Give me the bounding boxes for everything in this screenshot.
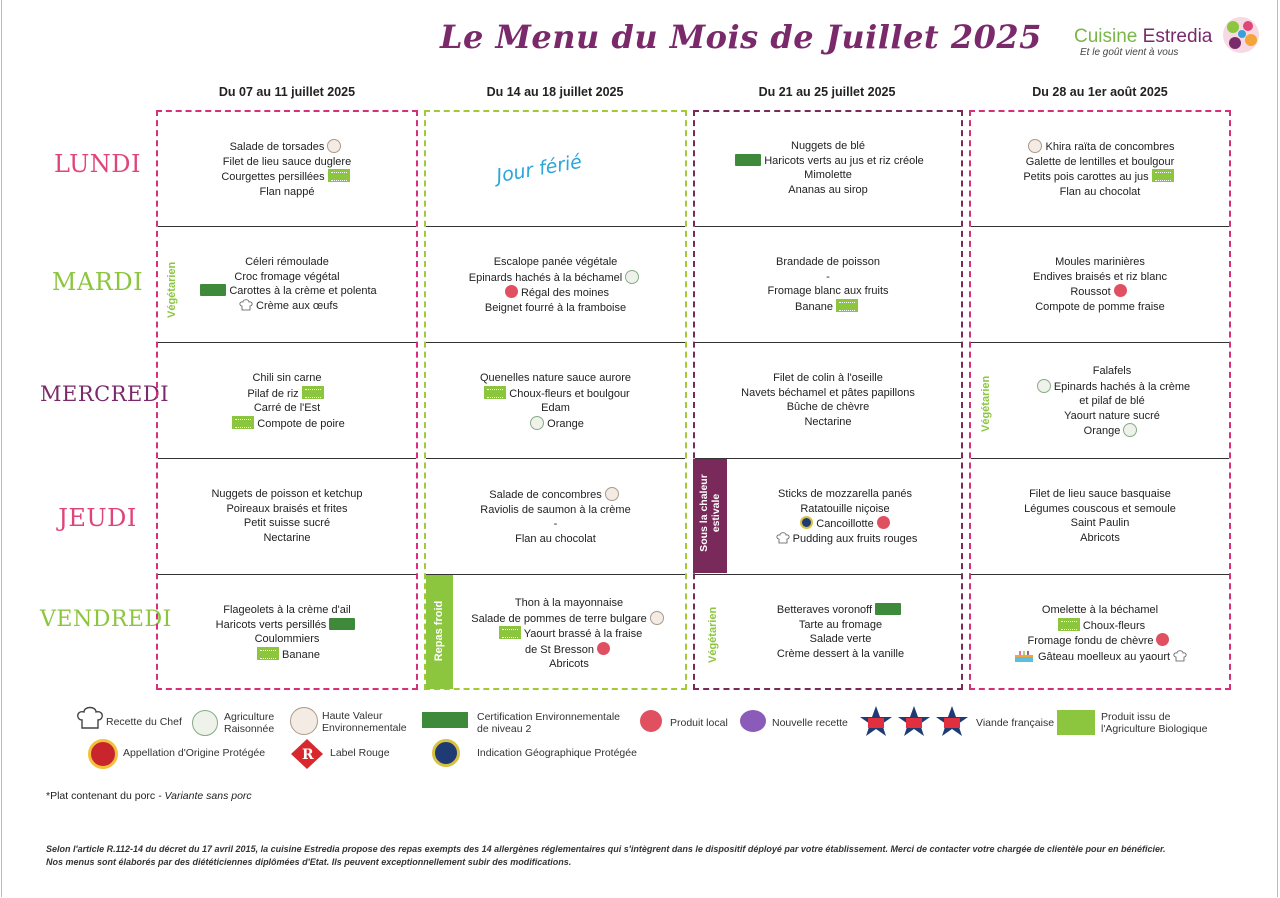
dish: Régal des moines [426,285,685,301]
dish: Poireaux braisés et frites [226,502,348,515]
certification-icon [875,603,901,615]
legend-produit-local: Produit local [670,717,728,729]
dish: Saint Paulin [1070,517,1130,530]
certification-icon [329,618,355,630]
dish: Gâteau moelleux au yaourt [971,649,1229,665]
dish: Fromage fondu de chèvre [971,633,1229,649]
legend-aop: Appellation d'Origine Protégée [123,747,266,759]
dish: Céleri rémoulade [245,256,329,268]
dish: Abricots [1080,531,1120,544]
menu-cell-w3-vendredi [720,603,961,661]
dish: Epinards hachés à la crème [995,379,1229,395]
menu-cell-w4-lundi [971,139,1229,199]
repas-froid-label: Repas froid [433,600,445,662]
label-rouge-icon [289,738,325,770]
dish: Crème dessert à la vanille [776,647,905,660]
dish: de St Bresson [455,642,683,658]
row-separator [426,226,685,227]
dish: Moules marinières [1055,256,1145,268]
logo-brand-part2: Estredia [1142,26,1213,47]
menu-cell-w1-mardi [158,255,416,313]
dish: Croc fromage végétal [234,270,340,283]
row-separator [158,458,416,459]
day-label-vendredi: VENDREDI [40,607,172,632]
dish: Orange [426,416,685,432]
dish: Filet de colin à l'oseille [773,372,883,384]
dish: Petits pois carottes au jus [971,169,1229,185]
legend-igp: Indication Géographique Protégée [477,747,637,759]
allergen-notice [46,843,1231,868]
nouvelle-recette-icon [1123,423,1137,437]
dish: Raviolis de saumon à la crème [480,503,631,516]
dish: - [553,518,558,531]
dish: Crème aux œufs [158,299,416,314]
agriculture-raisonnee-icon [192,710,218,736]
dish: Orange [995,423,1229,439]
menu-cell-w2-vendredi [455,596,683,672]
legend-bio: Produit issu de l'Agriculture Biologique [1101,711,1208,735]
produit-local-icon [1114,284,1127,297]
dish: Falafels [1092,365,1132,377]
dish: et pilaf de blé [1079,395,1145,408]
dish: Coulommiers [254,633,320,646]
row-separator [971,342,1229,343]
dish: Escalope panée végétale [493,256,618,268]
chef-hat-icon [776,532,790,544]
row-separator [158,226,416,227]
dish: Edam [541,402,570,415]
produit-local-icon [640,710,662,732]
dish: Salade de torsades [158,139,416,155]
bio-icon [257,647,279,660]
menu-cell-w3-lundi [695,139,961,197]
hve-icon [1028,139,1042,153]
dish: - [826,270,830,283]
legend-certification: Certification Environnementale de niveau 2 [477,711,620,735]
dish: Ratatouille niçoise [800,502,890,515]
dish: Omelette à la béchamel [1041,604,1159,616]
row-separator [695,226,961,227]
dish: Betteraves voronoff [720,603,961,618]
allergen-notice-text: Selon l'article R.112-14 du décret du 17 avril 2015, la cuisine Estredia propose des repas exempts des 14 allergènes réglementaires qui s'intègrent dans le dispositif déployé par votre établissement. Merci de contacter votre chargée de clientèle pour en bénéficier. [46,844,1166,854]
row-separator [426,458,685,459]
week-header-4: Du 28 au 1er août 2025 [1032,85,1168,99]
dish: Nuggets de poisson et ketchup [211,488,363,500]
dish: Roussot [971,284,1229,300]
dish: Abricots [549,658,589,671]
bio-icon [302,386,324,399]
menu-cell-w1-vendredi [158,603,416,662]
dish: Epinards hachés à la béchamel [426,270,685,286]
footnote-porc: *Plat contenant du porc - Variante sans porc [46,790,252,802]
produit-local-icon [1156,633,1169,646]
page-title: Le Menu du Mois de Juillet 2025 [440,18,1042,56]
dish: Flan au chocolat [1059,185,1141,198]
menu-cell-w4-vendredi [971,603,1229,664]
bio-icon [499,626,521,639]
dish: Cancoillotte [729,516,961,532]
dish: Flan nappé [259,185,315,198]
dish: Galette de lentilles et boulgour [1025,155,1175,168]
estredia-logo [1074,20,1264,70]
week-header-2: Du 14 au 18 juillet 2025 [486,85,624,99]
row-separator [695,574,961,575]
dish: Haricots verts au jus et riz créole [695,154,961,169]
nouvelle-recette-icon [1037,379,1051,393]
svg-text:R: R [302,747,314,763]
dish: Choux-fleurs et boulgour [426,386,685,402]
bio-icon [1057,710,1095,735]
nouvelle-recette-icon [740,710,766,732]
dish: Carottes à la crème et polenta [158,284,416,299]
day-label-mardi: MARDI [51,268,144,296]
dish: Nectarine [263,531,311,544]
dish: Filet de lieu sauce duglere [222,155,352,168]
legend-nouvelle-recette: Nouvelle recette [772,717,848,729]
row-separator [695,342,961,343]
hve-icon [290,707,318,735]
vegetarien-tag-w1: Végétarien [166,261,178,318]
legend-label-rouge: Label Rouge [330,747,390,759]
row-separator [426,574,685,575]
igp-icon [800,516,813,529]
menu-cell-w2-jeudi [426,487,685,546]
dish: Nectarine [804,415,852,428]
produit-local-icon [505,285,518,298]
dish: Choux-fleurs [971,618,1229,634]
dish: Filet de lieu sauce basquaise [1029,488,1171,500]
dish: Mimolette [804,169,852,182]
chef-hat-icon [76,705,104,731]
dish: Banane [695,299,961,315]
dish: Chili sin carne [252,372,322,384]
legend-hve: Haute Valeur Environnementale [322,710,407,734]
jour-ferie-label: Jour férié [494,150,584,188]
menu-cell-w4-jeudi [971,487,1229,545]
dish: Khira raïta de concombres [971,139,1229,155]
legend-viande-francaise: Viande française [976,717,1055,729]
repas-froid-band [426,575,453,689]
day-label-mercredi: MERCREDI [40,382,169,406]
chaleur-estivale-band [693,459,727,573]
dish: Flageolets à la crème d'ail [223,604,351,616]
dish: Compote de pomme fraise [1035,300,1165,313]
certification-icon [200,284,226,296]
menu-cell-w2-mardi [426,255,685,315]
dish: Pilaf de riz [158,386,416,402]
produit-local-icon [877,516,890,529]
dish: Haricots verts persillés [158,618,416,633]
dish: Sticks de mozzarella panés [778,488,912,500]
dish: Fromage blanc aux fruits [767,285,889,298]
aop-icon [88,739,118,769]
dish: Salade de pommes de terre bulgare [455,611,683,627]
dish: Ananas au sirop [788,183,868,196]
logo-burst-icon [1220,14,1262,56]
bio-icon [484,386,506,399]
dish: Petit suisse sucré [243,517,331,530]
produit-local-icon [597,642,610,655]
logo-tagline: Et le goût vient à vous [1080,47,1179,58]
menu-cell-w3-mardi [695,255,961,314]
day-label-jeudi: JEUDI [58,504,137,532]
row-separator [695,458,961,459]
menu-cell-w1-mercredi [158,371,416,431]
menu-cell-w4-mercredi [995,364,1229,439]
dish: Thon à la mayonnaise [514,597,624,609]
bio-icon [1058,618,1080,631]
dietitian-notice-text: Nos menus sont élaborés par des diététiciennes diplômées d'Etat. Ils peuvent exceptionnellement subir des modifications. [46,856,572,867]
igp-icon [432,739,460,767]
dish: Compote de poire [158,416,416,432]
dish: Courgettes persillées [158,169,416,185]
dish: Carré de l'Est [253,402,321,415]
dish: Tarte au fromage [798,618,883,631]
dish: Endives braisés et riz blanc [1033,270,1167,283]
nouvelle-recette-icon [530,416,544,430]
row-separator [971,226,1229,227]
dish: Légumes couscous et semoule [1024,502,1176,515]
chef-hat-icon [1173,650,1187,662]
week-header-1: Du 07 au 11 juillet 2025 [218,85,356,99]
logo-brand-part1: Cuisine [1074,26,1143,47]
chaleur-estivale-label: Sous la chaleur estivale [698,474,722,552]
dish: Beignet fourré à la framboise [484,301,627,314]
viande-francaise-icon [858,704,970,740]
menu-cell-w3-mercredi [695,371,961,429]
bio-icon [1152,169,1174,182]
row-separator [158,342,416,343]
dish: Yaourt brassé à la fraise [455,626,683,642]
dish: Salade de concombres [426,487,685,503]
chef-hat-icon [239,299,253,311]
dish: Flan au chocolat [515,532,596,545]
certification-icon [735,154,761,166]
menu-cell-w4-mardi [971,255,1229,314]
certification-icon [422,712,468,728]
menu-cell-w1-lundi [158,139,416,199]
vegetarien-tag-w3: Végétarien [707,606,719,663]
row-separator [426,342,685,343]
dish: Brandade de poisson [776,256,880,268]
dish: Nuggets de blé [791,140,865,152]
dish: Navets béchamel et pâtes papillons [741,386,915,399]
bio-icon [836,299,858,312]
bio-icon [328,169,350,182]
dish: Banane [158,647,416,663]
row-separator [971,574,1229,575]
dish: Quenelles nature sauce aurore [479,372,632,384]
row-separator [971,458,1229,459]
nouvelle-recette-icon [625,270,639,284]
hve-icon [327,139,341,153]
vegetarien-tag-w4: Végétarien [980,375,992,432]
menu-cell-w1-jeudi [158,487,416,545]
dish: Yaourt nature sucré [1064,409,1160,422]
legend-agri-raisonnee: Agriculture Raisonnée [224,711,275,735]
day-label-lundi: LUNDI [53,150,142,178]
row-separator [158,574,416,575]
dish: Pudding aux fruits rouges [729,532,961,547]
legend-recette-chef: Recette du Chef [106,716,182,728]
bio-icon [232,416,254,429]
dish: Bûche de chèvre [786,401,870,414]
hve-icon [650,611,664,625]
menu-cell-w3-jeudi [729,487,961,546]
logo-brand [1074,26,1212,48]
menu-cell-w2-mercredi [426,371,685,431]
hve-icon [605,487,619,501]
dish: Salade verte [809,633,872,646]
birthday-cake-icon [1013,649,1035,663]
week-header-3: Du 21 au 25 juillet 2025 [758,85,896,99]
